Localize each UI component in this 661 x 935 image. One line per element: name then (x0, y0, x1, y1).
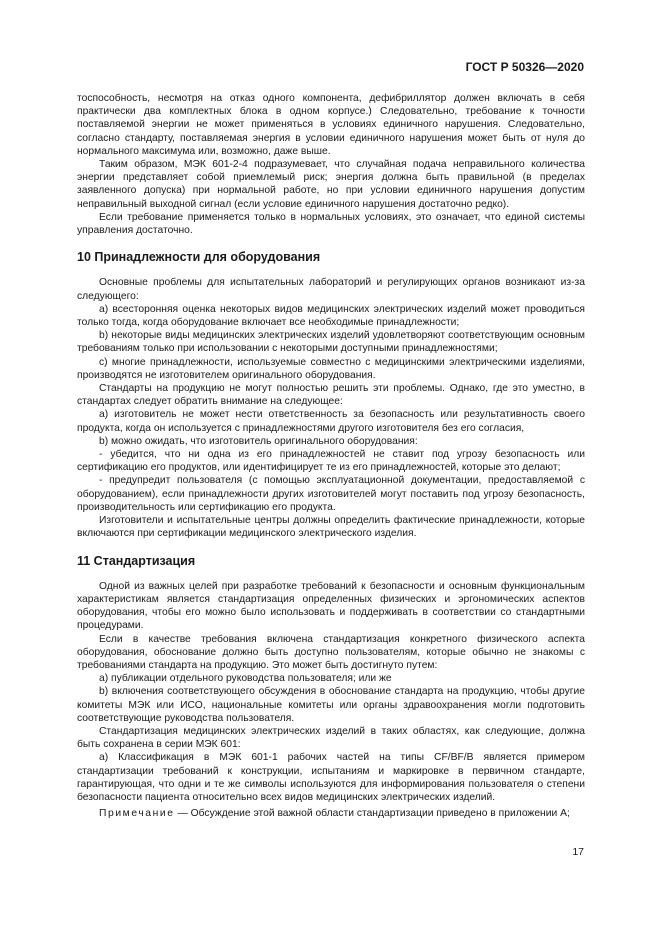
note-label: Примечание (99, 808, 175, 820)
intro-paragraph-3: Если требование применяется только в нормальных условиях, это означает, что единой системы управления достаточно. (77, 211, 585, 237)
s11-list-item: b) включения соответствующего обсуждения в обоснование стандарта на продукцию, чтобы другие комитеты МЭК или ИСО, национальные комитеты или органы здравоохранения могли подготовить соответствующие руководства пользователя. (77, 686, 585, 724)
s11-note (77, 807, 585, 820)
document-id: ГОСТ Р 50326—2020 (465, 60, 584, 74)
note-text: — Обсуждение этой важной области стандартизации приведено в приложении А; (174, 808, 570, 820)
s10-list-item: a) изготовитель не может нести ответственность за безопасность или результативность своего продукта, когда он используется с принадлежностями другого изготовителя без его согласия, (77, 409, 585, 434)
s10-list-item: b) можно ожидать, что изготовитель оригинального оборудования: (99, 435, 418, 447)
page-number: 17 (572, 846, 584, 858)
section-11-heading: 11 Стандартизация (77, 553, 196, 568)
s10-paragraph: Основные проблемы для испытательных лабораторий и регулирующих органов возникают из-за следующего: (77, 277, 585, 302)
s11-list-item: a) публикации отдельного руководства пользователя; или же (99, 673, 392, 685)
s11-paragraph: Стандартизация медицинских электрических изделий в таких областях, как следующие, должна быть сохранена в серии МЭК 601: (77, 725, 585, 751)
s11-list-item: a) Классификация в МЭК 601-1 рабочих частей на типы CF/BF/B является примером стандартизации требований к конструкции, испытаниям и маркировке в первичном стандарте, гарантирующая, что одни и те же символы используются для информирования пользователя о степени безопасности пациента относительно всех видов медицинских электрических изделий. (77, 752, 585, 803)
s10-list-item: a) всесторонняя оценка некоторых видов медицинских электрических изделий может проводиться только тогда, когда оборудование включает все необходимые принадлежности; (77, 303, 585, 329)
s10-list-item: c) многие принадлежности, используемые совместно с медицинскими электрическими изделиями, производятся не изготовителем оригинального оборудования. (77, 356, 585, 381)
intro-paragraph-2: Таким образом, МЭК 601-2-4 подразумевает, что случайная подача неправильного количества энергии представляет собой приемлемый риск; энергия должна быть правильной (в пределах заявленного допуска) при нормальной работе, но при условии единичного нарушения допустим неправильный выходной сигнал (если условие единичного нарушения достаточно редко). (77, 159, 585, 210)
section-10-heading: 10 Принадлежности для оборудования (77, 250, 321, 265)
intro-paragraph-1: тоспособность, несмотря на отказ одного компонента, дефибриллятор должен включать в себя практически два комплектных блока в одном корпусе.) Следовательно, требование к точности поставляемой энергии не может применяться в условиях единичного нарушения. Следовательно, согласно стандарту, поставляемая энергия в условии единичного нарушения может быть от нуля до нормального максимума или, возможно, даже выше. (77, 93, 585, 157)
s10-paragraph: Стандарты на продукцию не могут полностью решить эти проблемы. Однако, где это уместно, в стандартах следует обратить внимание на следующее: (77, 383, 585, 408)
s10-list-item: b) некоторые виды медицинских электрических изделий удовлетворяют соответствующим основным требованиям только при использовании с некоторыми доступными принадлежностями; (77, 330, 585, 355)
s10-paragraph: Изготовители и испытательные центры должны определить фактические принадлежности, которые включаются при сертификации медицинского электрического изделия. (77, 515, 585, 540)
s10-sub-item: - предупредит пользователя (с помощью эксплуатационной документации, предоставляемой с оборудованием), если принадлежности других изготовителей могут поставить под угрозу безопасность, производительность или сертификацию его продукта. (77, 475, 585, 513)
s11-paragraph: Одной из важных целей при разработке требований к безопасности и основным функциональным характеристикам является стандартизация определенных физических и эргономических аспектов оборудования, чтобы его можно было использовать и поддерживать в соответствии со стандартными процедурами. (77, 580, 585, 632)
page-body (77, 92, 585, 820)
s10-sub-item: - убедится, что ни одна из его принадлежностей не ставит под угрозу безопасность или сертификацию его продуктов, или идентифицирует те из его принадлежностей, которые это делают; (77, 449, 585, 474)
s11-paragraph: Если в качестве требования включена стандартизация конкретного физического аспекта оборудования, обоснование должно быть доступно пользователям, которые обычно не знакомы с требованиями стандарта на продукцию. Это может быть достигнуто путем: (77, 633, 585, 671)
